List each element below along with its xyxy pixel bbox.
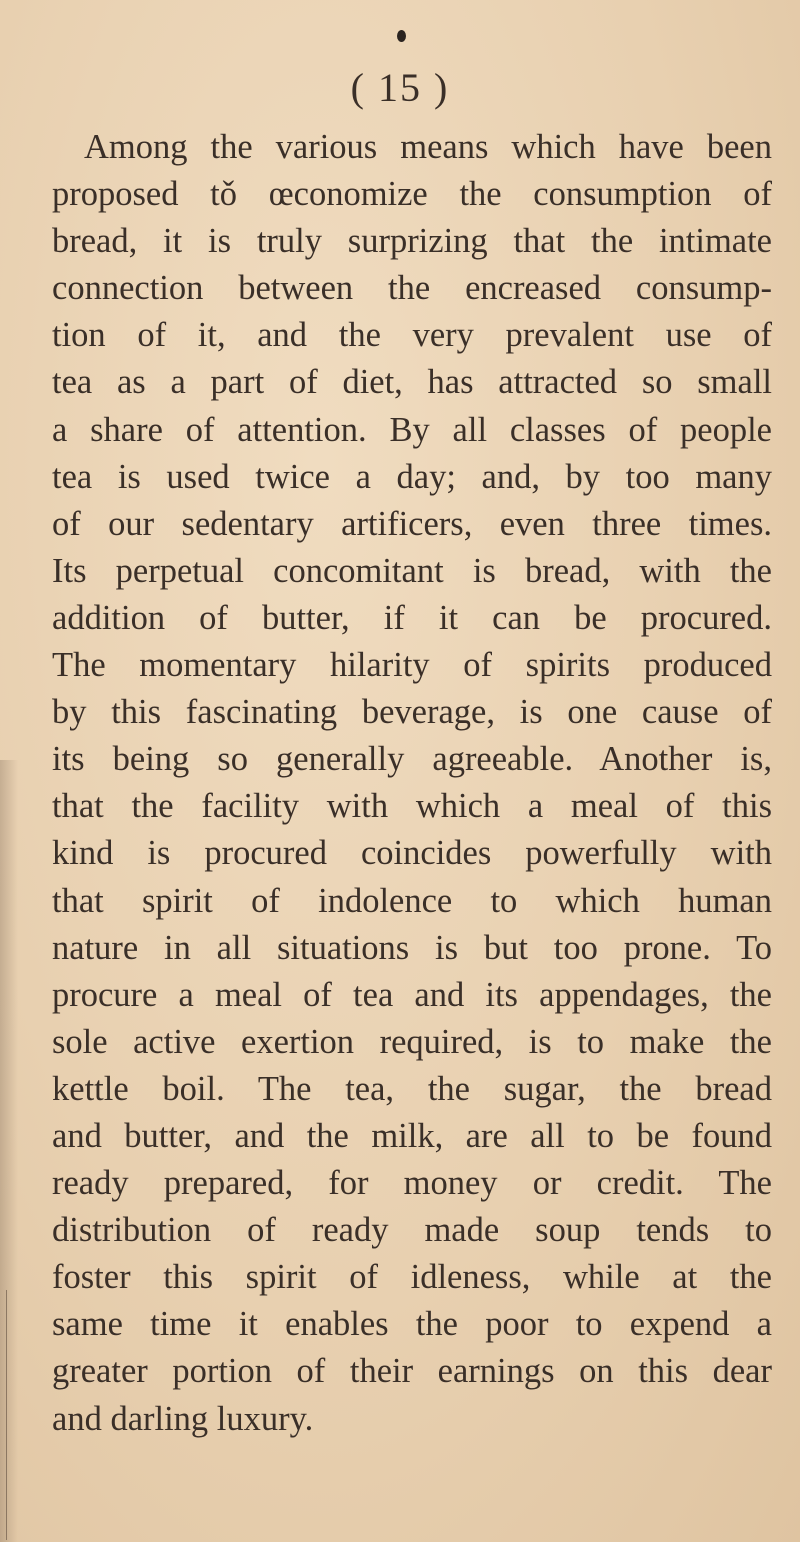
text-line: addition of butter, if it can be procured. <box>52 598 772 637</box>
text-line: same time it enables the poor to expend a <box>52 1305 772 1344</box>
text-line: Its perpetual concomitant is bread, with the <box>52 551 772 590</box>
text-line: ready prepared, for money or credit. The <box>52 1164 772 1203</box>
text-line: tion of it, and the very prevalent use of <box>52 316 772 355</box>
text-line: tea as a part of diet, has attracted so small <box>52 363 772 402</box>
printer-ornament <box>397 30 406 42</box>
page-edge-shadow <box>0 760 18 1542</box>
text-line: that the facility with which a meal of this <box>52 787 772 826</box>
text-line: foster this spirit of idleness, while at the <box>52 1258 772 1297</box>
page-number: ( 15 ) <box>350 65 450 110</box>
text-line: sole active exertion required, is to make the <box>52 1022 772 1061</box>
text-line: and butter, and the milk, are all to be found <box>52 1116 772 1155</box>
text-line: nature in all situations is but too prone. To <box>52 928 772 967</box>
text-line: kind is procured coincides powerfully with <box>52 834 772 873</box>
text-line: a share of attention. By all classes of people <box>52 410 772 449</box>
text-line: Among the various means which have been <box>84 128 772 166</box>
text-line: distribution of ready made soup tends to <box>52 1211 772 1250</box>
text-line: connection between the encreased consump- <box>52 269 772 308</box>
text-line: by this fascinating beverage, is one cause of <box>52 693 772 732</box>
text-line: that spirit of indolence to which human <box>52 881 772 920</box>
text-line: proposed tǒ œconomize the consumption of <box>52 175 772 214</box>
body-text <box>52 124 772 1443</box>
text-line: kettle boil. The tea, the sugar, the bread <box>52 1069 772 1108</box>
text-line: tea is used twice a day; and, by too many <box>52 457 772 496</box>
text-line: greater portion of their earnings on this dear <box>52 1352 772 1391</box>
text-line: and darling luxury. <box>52 1399 314 1438</box>
text-line: its being so generally agreeable. Another is, <box>52 740 772 779</box>
text-line: The momentary hilarity of spirits produced <box>52 646 772 685</box>
text-line: procure a meal of tea and its appendages, the <box>52 975 772 1014</box>
text-line: bread, it is truly surprizing that the intimate <box>52 222 772 261</box>
text-line: of our sedentary artificers, even three times. <box>52 504 772 543</box>
page-edge-line <box>6 1290 7 1540</box>
